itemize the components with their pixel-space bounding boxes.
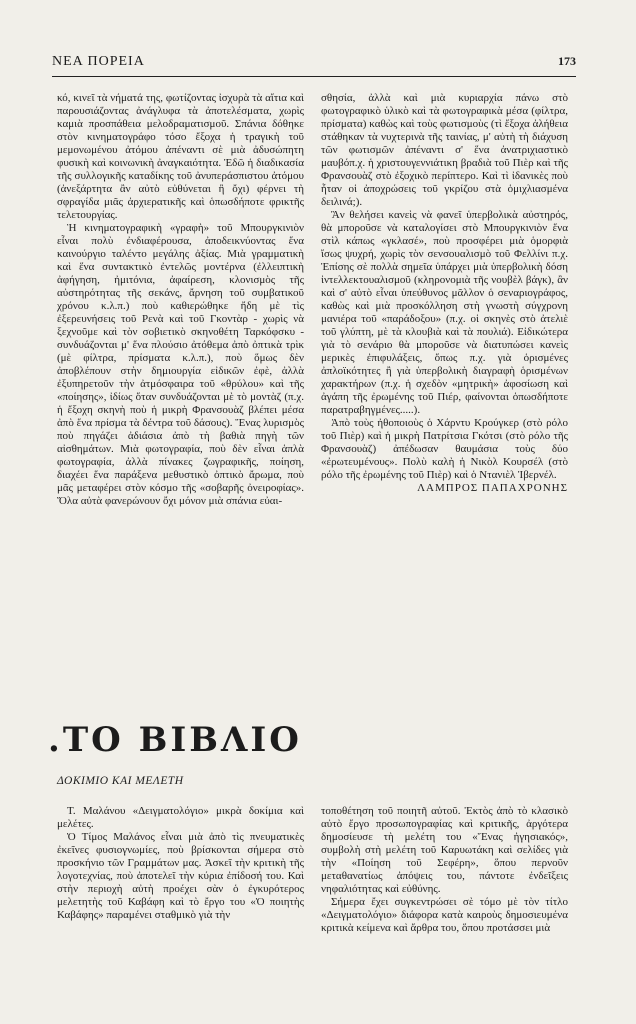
section-subtitle: ΔΟΚΙΜΙΟ ΚΑΙ ΜΕΛΕΤΗ — [57, 775, 184, 787]
journal-title: ΝΕΑ ΠΟΡΕΙΑ — [52, 54, 145, 69]
paragraph: τοποθέτηση τοῦ ποιητῆ αὐτοῦ. Ἐκτὸς ἀπὸ τὸ κλασικὸ αὐτὸ ἔργο προσωπογραφίας καὶ κριτικῆς, ἀργότερα δημοσίευσε τὴ μελέτη του «Ἕνας ἠγησιακός», συμβολὴ στὴ μελέτη τοῦ Καρυωτάκη καὶ σελίδες γιὰ τὴν «Ποίηση τοῦ Σεφέρη», ὅπου περνοῦν μεταθανατίως ἀπόψεις του, πάντοτε ἐνδεῖξεις νηφαλιότητας καὶ εὐθύνης. — [321, 805, 568, 895]
book-review-left-column — [57, 805, 304, 1010]
page-number: 173 — [558, 54, 576, 68]
book-review-right-column — [321, 805, 568, 1010]
paragraph: Ὁ Τίμος Μαλάνος εἶναι μιὰ ἀπὸ τὶς πνευματικὲς ἐκεῖνες φυσιογνωμίες, ποὺ βρίσκονται σήμερα στὸ προσκήνιο τῶν Γραμμάτων μας. Ἀσκεῖ τὴν κριτικὴ τῆς λογοτεχνίας, ποὺ ἀποτελεῖ τὴν κύρια ἐπίδοσή του. Καὶ στὴν περιοχὴ αὐτὴ προέχει σὰν ὁ ἐγκυρότερος μελετητὴς τοῦ Καβάφη καὶ τὸ ἔργο του «Ὁ ποιητὴς Καβάφης» παραμένει σταθμικὸ γιὰ τὴν — [57, 831, 304, 921]
author-signature: ΛΑΜΠΡΟΣ ΠΑΠΑΧΡΟΝΗΣ — [417, 482, 568, 494]
paragraph: Ἀπὸ τοὺς ἠθοποιοὺς ὁ Χάρντυ Κρούγκερ (στὸ ρόλο τοῦ Πιὲρ) καὶ ἡ μικρὴ Πατρίτσια Γκότσι (στὸ ρόλο τῆς Φρανσουὰζ) ἀπέδωσαν θαυμάσια τοὺς δύο «ἐρωτευμένους». Πολὺ καλὴ ἡ Νικὸλ Κουρσέλ (στὸ ρόλο τῆς ἐρωμένης τοῦ Πιὲρ) καὶ ὁ Ντανιὲλ Ἰβερνέλ. — [321, 417, 568, 481]
paragraph: σθησία, ἀλλὰ καὶ μιὰ κυριαρχία πάνω στὸ φωτογραφικὸ ὑλικὸ καὶ τὰ φωτογραφικὰ μέσα (φίλτρα, πρίσματα) καθὼς καὶ τοὺς φωτισμοὺς (τὶ ἔξοχα ἀλήθεια στάθηκαν τὰ νυχτερινὰ τῆς ταινίας, μ' αὐτὴ τὴ διάχυση τῶν φωτισμῶν ἀπέναντι σ' ἕνα ἀνατριχιαστικὸ μαυβόπ.χ. ἡ χριστουγεννιάτικη βραδιὰ τοῦ Πιὲρ καὶ τῆς Φρανσουὰζ στὸ ἐξοχικὸ περίπτερο. Καὶ τὶ ἰδανικὲς ποὺ ἦταν οἱ ἀποχρώσεις τοῦ γκρίζου στὰ ὁμιχλιασμένα δειλινά;). — [321, 92, 568, 208]
section-title: .ΤΟ ΒΙΒΛΙΟ — [48, 720, 302, 760]
film-review-right-column — [321, 92, 568, 707]
paragraph: κό, κινεῖ τὰ νήματά της, φωτίζοντας ἰσχυρὰ τὰ αἴτια καὶ παρουσιάζοντας ἀνάγλυφα τὰ ἀποτελέσματα, χωρὶς καμιὰ προσπάθεια μελοδραματισμοῦ. Σπάνια δόθηκε στὸν κινηματογράφο τόσο ἔξοχα ἡ τραγικὴ τοῦ μεμονωμένου ἀτόμου ἀπέναντι σὲ μιὰ ἀδυσώπητη φυσικὴ καὶ κοινωνικὴ ἀναγκαιότητα. Ἐδῶ ἡ διαδικασία τῆς συλλογικῆς καταδίκης τοῦ ἀνυπεράσπιστου ἀτόμου (ἀνεξάρτητα ἂν αὐτὸ εὐθύνεται ἢ ὄχι) φέρνει τὴ σφραγίδα μιᾶς ἀρχιερατικῆς καὶ ὁπωσδήποτε φρικτῆς τελετουργίας. — [57, 92, 304, 221]
paragraph: Σήμερα ἔχει συγκεντρώσει σὲ τόμο μὲ τὸν τίτλο «Δειγματολόγιο» διάφορα κατὰ καιροὺς δημοσιευμένα κριτικὰ κείμενα καὶ ἄρθρα του, ὅπου προτάσσει μιὰ — [321, 896, 568, 934]
paragraph: Ἡ κινηματογραφικὴ «γραφὴ» τοῦ Μπουργκινιὸν εἶναι πολὺ ἐνδιαφέρουσα, ἀποδεικνύοντας ἕνα καινούργιο ταλέντο μεγάλης ἀξίας. Μιὰ γραμματικὴ καὶ ἕνα συντακτικὸ ἐντελῶς μοντέρνα (ἐλλειπτικὴ ἀφήγηση, ἠμιτόνια, ἀφαίρεση, κλονισμὸς τῆς αὐστηρότητας τῆς σεκάνς, ἄρνηση τοῦ συμβατικοῦ χρόνου κ.λ.π.) ποὺ καθιερώθηκε ἤδη μὲ τὶς ἐξερευνήσεις τοῦ Ρενὰ καὶ τοῦ Γκοντὰρ - χωρὶς νὰ ξεχνοῦμε καὶ τὸν σοβιετικὸ σκηνοθέτη Ταρκόφσκυ - συνδυάζονται μ' ἕνα πλούσιο ἀτόθεμα ἀπὸ ὀπτικὰ τρὶκ (μὲ φίλτρα, πρίσματα κ.λ.π.), ποὺ ὅμως δὲν ἀποβλέπουν στὴν δημιουργία εἰδικῶν ἐφὲ, ἀλλὰ ἐξυπηρετοῦν τὴν ἀτμόσφαιρα τοῦ «θρύλου» καὶ τῆς «ποίησης», ἰδίως ὅταν συνδυάζονται μὲ τὸ μοντὰζ (π.χ. ἡ ἔξοχη σκηνὴ ποὺ ἡ μικρὴ Φρανσουὰζ βλέπει μέσα ἀπὸ ἕνα πρίσμα τὰ δέντρα τοῦ δάσους). Ἕνας λυρισμὸς ποὺ πηγάζει ἀδιάσια ἀπὸ τὴ βαθιὰ πηγὴ τῶν αἰσθημάτων. Μιὰ φωτογραφία, ποὺ δὲν εἶναι ἁπλὰ φωτογραφία, ἀλλὰ πίνακες ζωγραφικῆς, ποίηση, διαχέει ἕνα παράξενα μεθυστικὸ ὀπτικὸ ἄρωμα, ποὺ μᾶς μεταφέρει στὸν κόσμο τῆς «σοβαρῆς ὀνειροφίας». Ὅλα αὐτὰ φανερώνουν ὄχι μόνον μιὰ σπάνια εὐαι- — [57, 222, 304, 507]
running-header — [52, 50, 576, 77]
paragraph: Τ. Μαλάνου «Δειγματολόγιο» μικρὰ δοκίμια καὶ μελέτες. — [57, 805, 304, 830]
paragraph: Ἂν θελήσει κανεὶς νὰ φανεῖ ὑπερβολικὰ αὐστηρός, θὰ μποροῦσε νὰ καταλογίσει στὸ Μπουργκινιὸν ἕνα στὶλ κάπως «γκλασέ», ποὺ προσφέρει μιὰ ὁμορφιὰ ἴσως ψυχρή, χωρὶς τὸν σενσουαλισμὸ τοῦ Φελλίνι π.χ. Ἐπίσης σὲ πολλὰ σημεῖα ὑπάρχει μιὰ ὑπερβολικὴ δόση ἰντελλεκτουαλισμοῦ (κληρονομιὰ τῆς νουβὲλ βάγκ), ἂν καὶ σ' αὐτὸ εἶναι ὑπεύθυνος μᾶλλον ὁ σεναριογράφος, καθὼς καὶ μιὰ προσκόλληση στὴ γνωστὴ σύγχρονη μανιέρα τοῦ «παράδοξου» (π.χ. οἱ σκηνὲς στὸ ἀτελιὲ τοῦ γλύπτη, μὲ τὰ κλουβιὰ καὶ τὰ πουλιά). Εἰδικώτερα γιὰ τὸ σενάριο θὰ μποροῦσε νὰ διατυπώσει κανεὶς μερικὲς ἐπιφυλάξεις, ὅπως π.χ. γιὰ ὁρισμένες ἀπλοϊκότητες ἢ γιὰ ὑπερβολικὴ διαγραφὴ ὁρισμένων χαρακτήρων (π.χ. ἡ σχεδὸν «μητρικὴ» ἀφοσίωση καὶ ἀγάπη τῆς ἐρωμένης τοῦ Πιέρ, φαίνονται ὁπωσδήποτε παρατραβηγμένες.....). — [321, 209, 568, 416]
film-review-left-column — [57, 92, 304, 707]
